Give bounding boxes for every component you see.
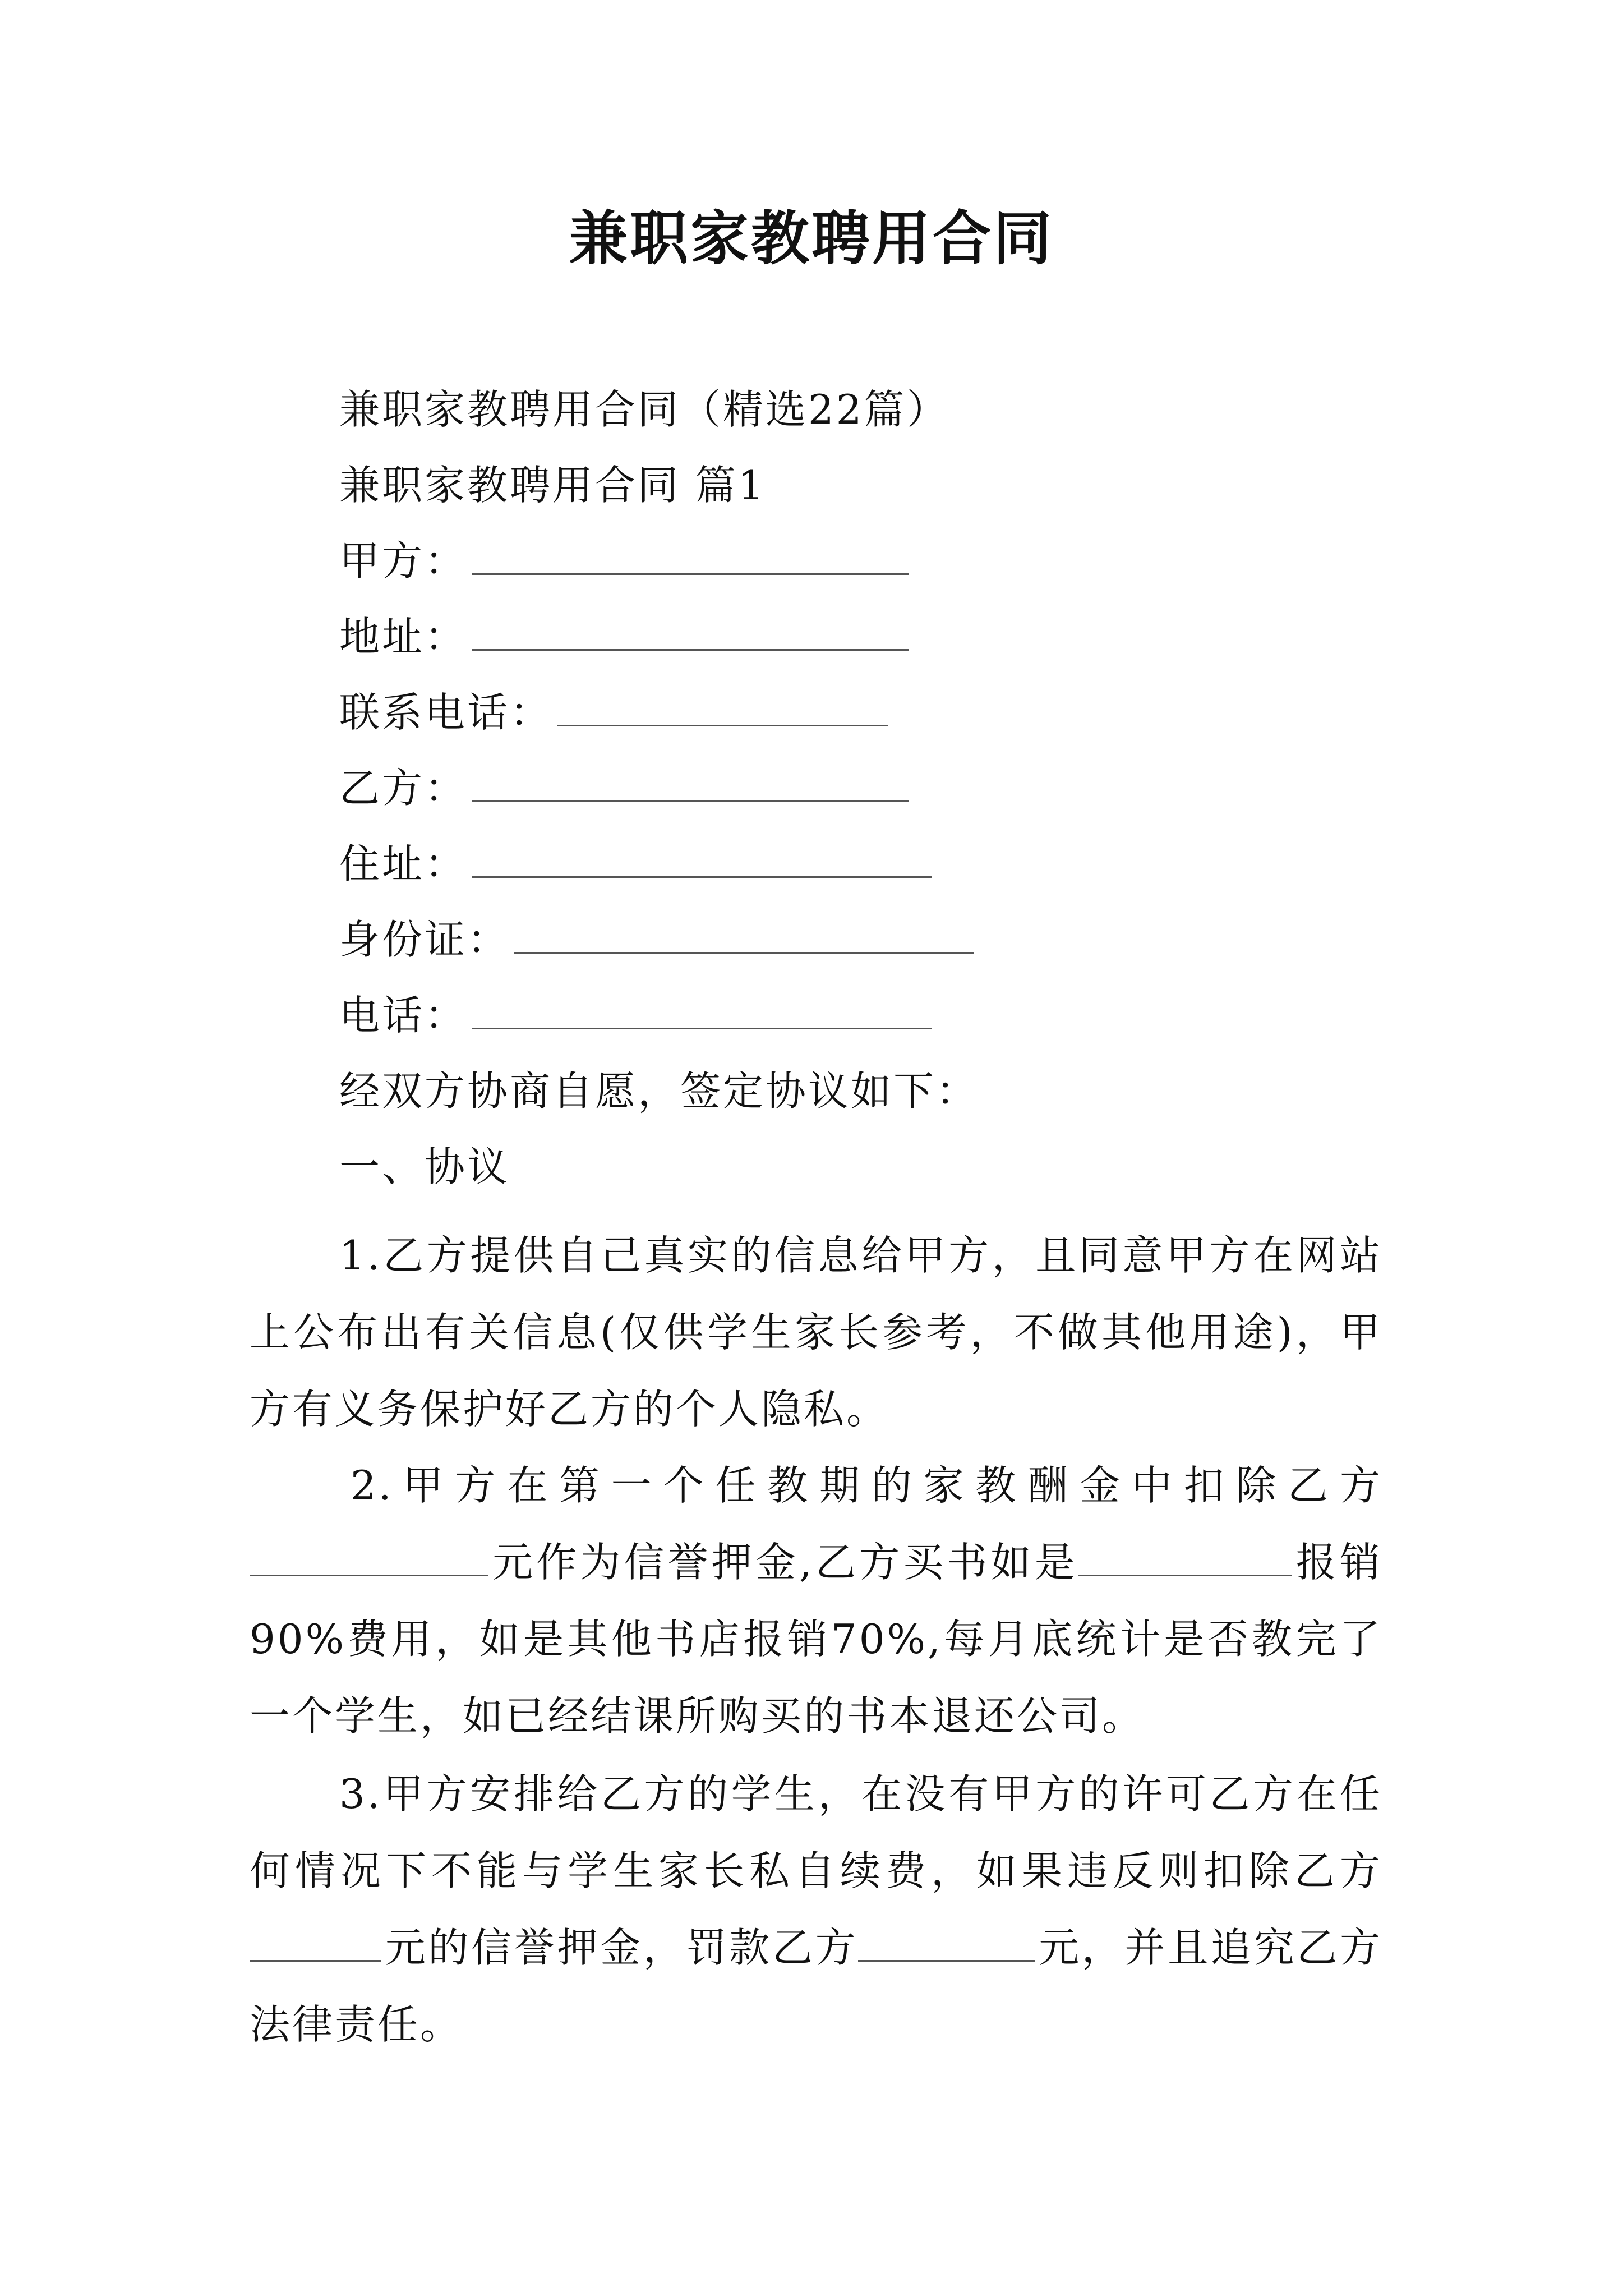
field-phone-label: 电话： <box>339 992 468 1039</box>
document-title: 兼职家教聘用合同 <box>569 204 1054 273</box>
id-card-blank[interactable] <box>514 914 974 954</box>
clause-3-part-3: 元，并且追究乙方法律责任。 <box>250 1924 1382 2048</box>
field-address <box>339 609 909 665</box>
field-residence <box>339 836 932 892</box>
party-a-blank[interactable] <box>472 535 909 575</box>
contact-phone-blank[interactable] <box>557 687 888 726</box>
party-b-blank[interactable] <box>472 762 909 802</box>
deposit-amount-blank[interactable] <box>250 1540 488 1576</box>
clause-2-part-3: 报销90%费用，如是其他书店报销70%,每月底统计是否教完了一个学生，如已经结课所购买的书本退还公司。 <box>250 1539 1382 1740</box>
residence-blank[interactable] <box>472 838 932 878</box>
field-residence-label: 住址： <box>339 840 468 887</box>
fine-amount-blank[interactable] <box>858 1925 1035 1962</box>
deduction-amount-blank[interactable] <box>250 1925 381 1962</box>
field-contact-phone-label: 联系电话： <box>339 689 553 736</box>
intro-text: 经双方协商自愿，签定协议如下： <box>339 1068 979 1115</box>
field-party-b-label: 乙方： <box>339 765 468 812</box>
field-party-b <box>339 760 909 816</box>
field-address-label: 地址： <box>339 613 468 660</box>
field-phone <box>339 987 932 1043</box>
clause-2-part-2: 元作为信誉押金,乙方买书如是 <box>491 1539 1078 1586</box>
phone-blank[interactable] <box>472 990 932 1029</box>
clause-3-part-1: 3.甲方安排给乙方的学生，在没有甲方的许可乙方在任何情况下不能与学生家长私自续费，如果违反则扣除乙方 <box>250 1770 1382 1894</box>
agreement-heading: 一、协议 <box>339 1143 510 1190</box>
field-id-card-label: 身份证： <box>339 916 510 963</box>
clause-1: 1.乙方提供自己真实的信息给甲方，且同意甲方在网站上公布出有关信息(仅供学生家长参考，不做其他用途)，甲方有义务保护好乙方的个人隐私。 <box>250 1232 1382 1433</box>
clause-3 <box>250 1756 1382 2063</box>
bookstore-name-blank[interactable] <box>1078 1540 1292 1576</box>
field-party-a-label: 甲方： <box>339 537 468 585</box>
section-heading: 兼职家教聘用合同 篇1 <box>339 462 766 509</box>
clause-2-part-1: 2.甲方在第一个任教期的家教酬金中扣除乙方 <box>351 1462 1382 1509</box>
clause-2 <box>250 1447 1382 1755</box>
document-subtitle: 兼职家教聘用合同（精选22篇） <box>339 386 949 433</box>
field-id-card <box>339 912 974 968</box>
clause-3-part-2: 元的信誉押金，罚款乙方 <box>385 1924 859 1971</box>
field-party-a <box>339 533 909 589</box>
address-blank[interactable] <box>472 611 909 651</box>
field-contact-phone <box>339 684 888 740</box>
